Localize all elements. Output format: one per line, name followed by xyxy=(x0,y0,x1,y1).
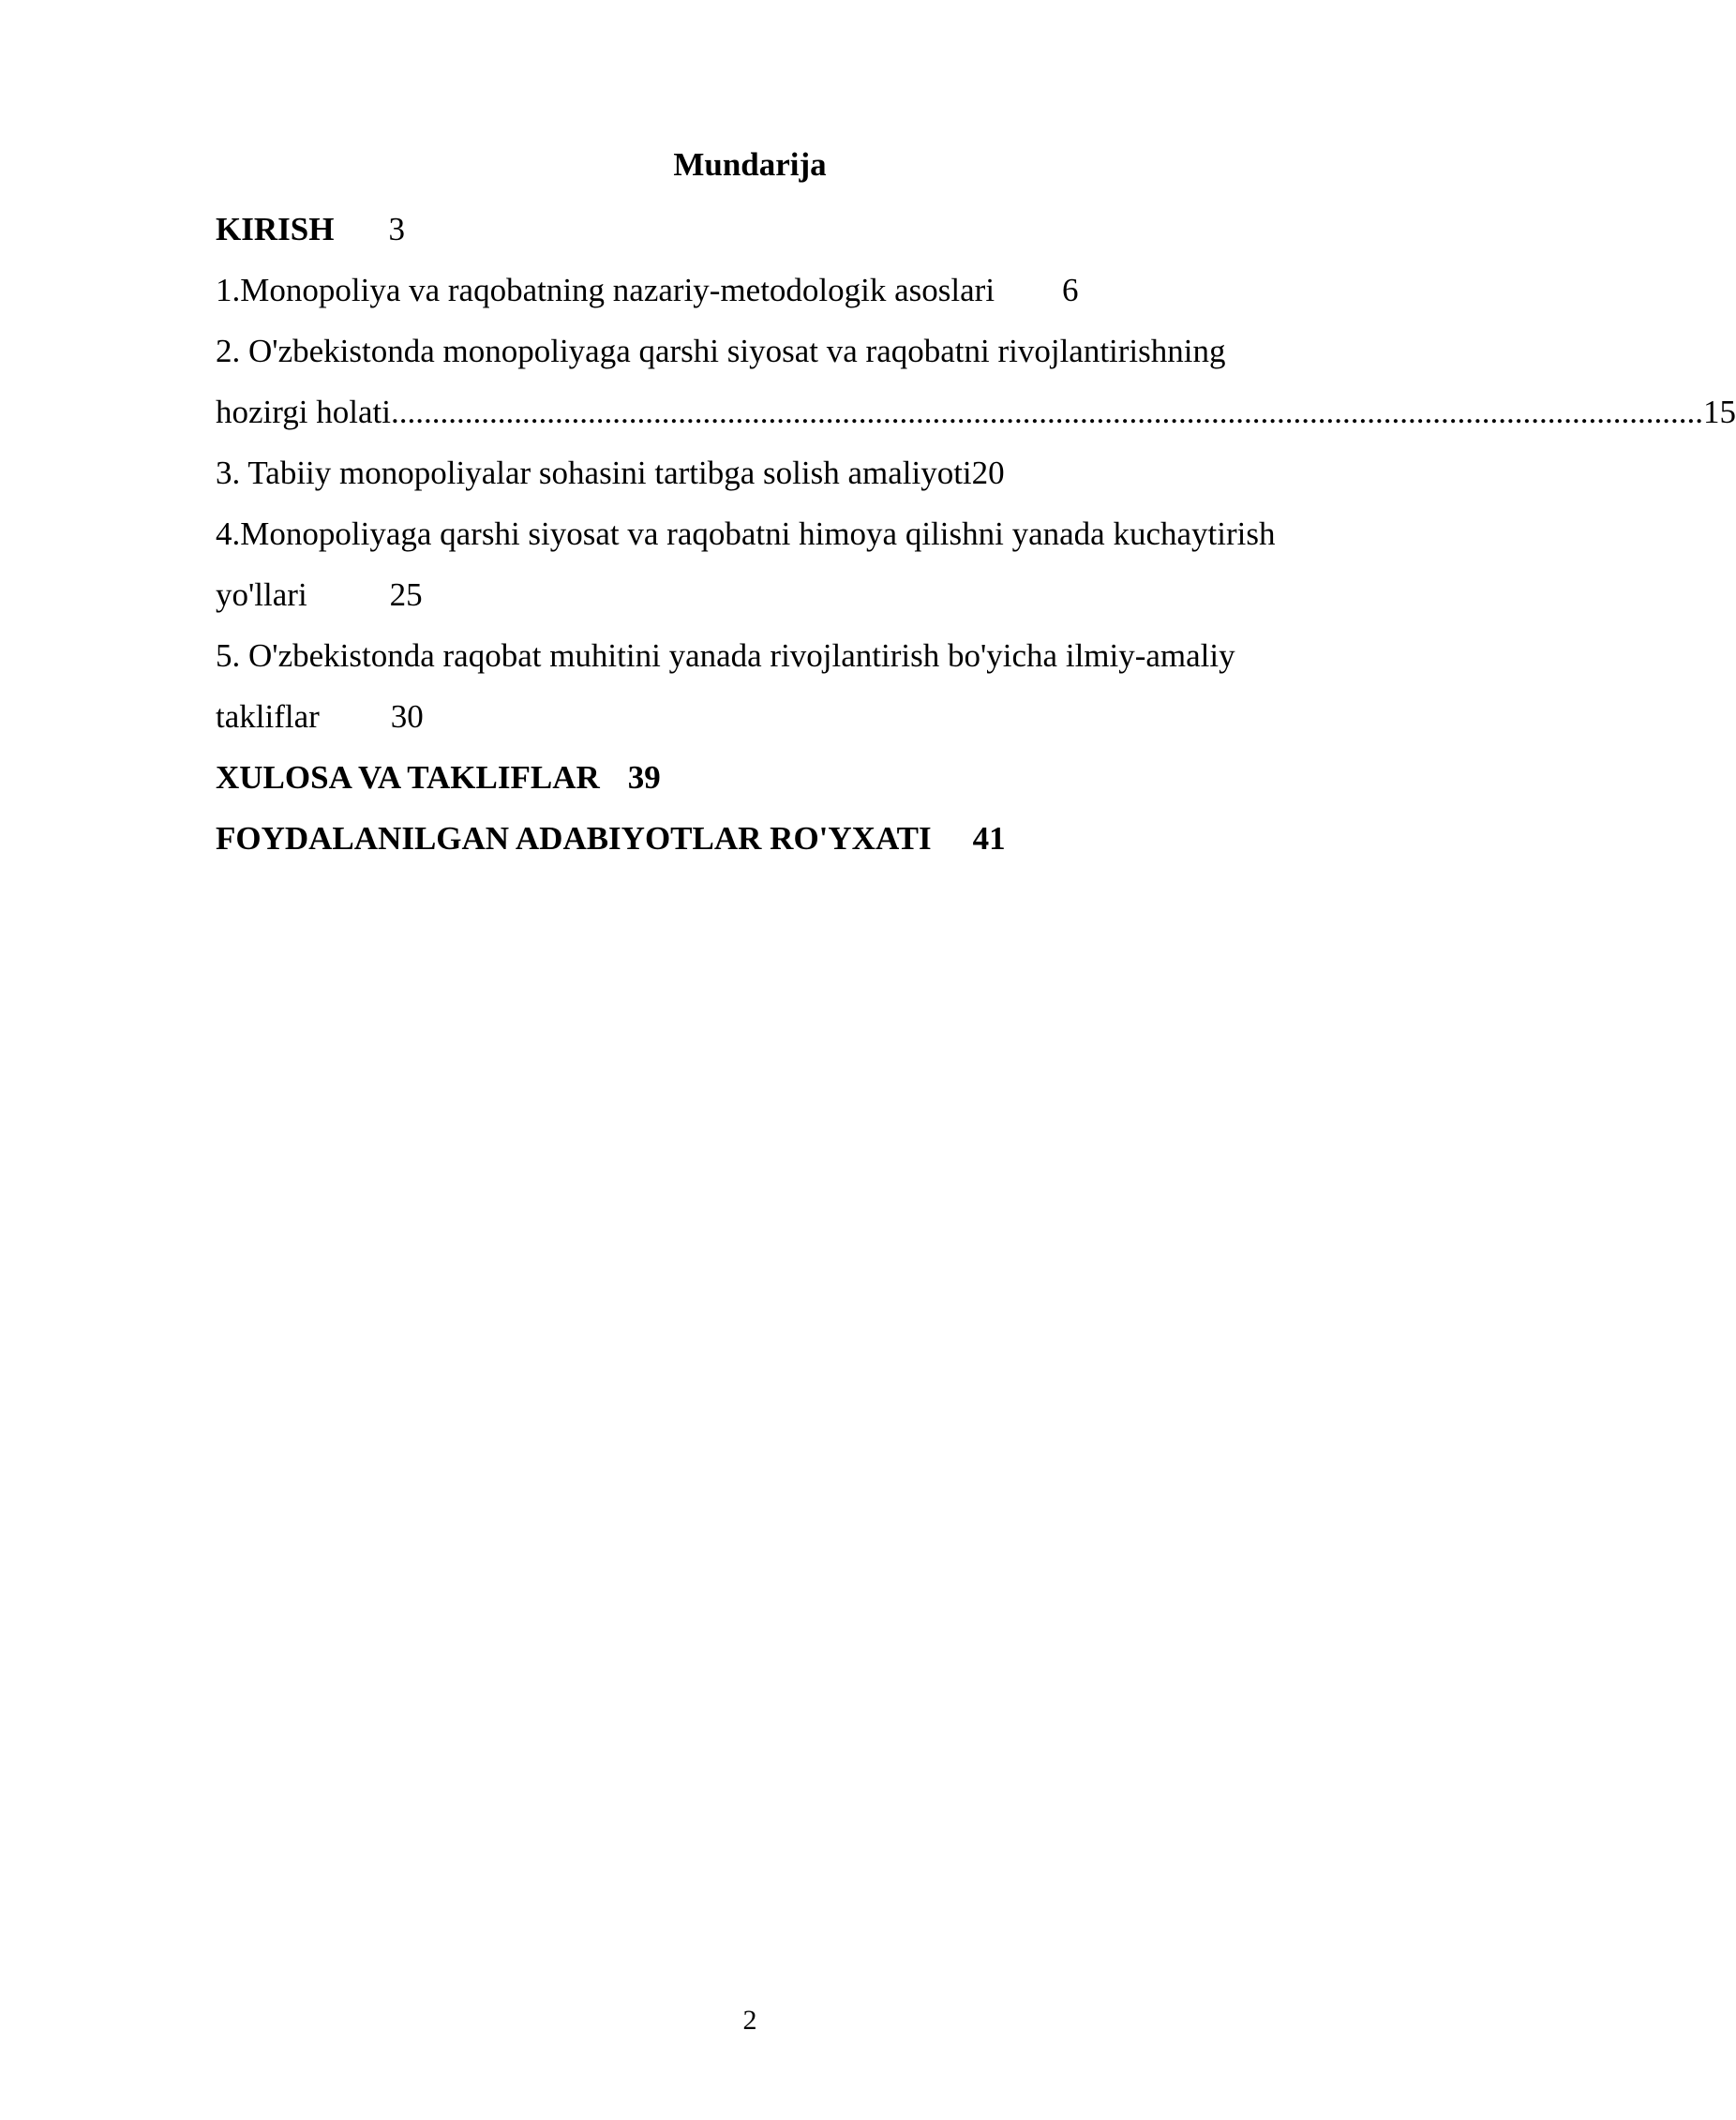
toc-entry-page: 15 xyxy=(1702,394,1736,430)
toc-entry-text: FOYDALANILGAN ADABIYOTLAR RO'YXATI xyxy=(216,820,932,857)
toc-entry-4-line1[interactable] xyxy=(216,503,1406,564)
toc-entry-page: 3 xyxy=(388,211,405,247)
toc-entry-page: 6 xyxy=(1062,272,1079,308)
toc-entry-xulosa[interactable] xyxy=(216,747,1406,808)
toc-entry-text: hozirgi holati xyxy=(216,394,391,430)
toc-entry-text: 5. O'zbekistonda raqobat muhitini yanada rivojlantirish bo'yicha ilmiy-amaliy xyxy=(216,637,1235,674)
toc-entry-text: takliflar xyxy=(216,698,320,735)
toc-entry-3[interactable] xyxy=(216,442,1406,503)
toc-entry-text: KIRISH xyxy=(216,211,335,247)
toc-entry-text: yo'llari xyxy=(216,576,307,613)
toc-entry-text: 2. O'zbekistonda monopoliyaga qarshi siyosat va raqobatni rivojlantirishning xyxy=(216,333,1226,369)
toc-entry-4-line2[interactable] xyxy=(216,564,1406,625)
toc-leader-dots: ................................................................................................................................................................ xyxy=(390,394,1703,430)
toc-entry-adabiyotlar[interactable] xyxy=(216,808,1406,869)
toc-entry-5-line1[interactable] xyxy=(216,625,1406,686)
toc-title: Mundarija xyxy=(673,146,827,183)
toc-entry-page: 39 xyxy=(627,759,661,796)
toc-entry-page: 25 xyxy=(389,576,423,613)
toc-entry-2-line1[interactable] xyxy=(216,321,1406,381)
page-number: 2 xyxy=(742,2005,757,2036)
toc-entry-2-line2[interactable] xyxy=(216,381,1736,442)
toc-entry-text: 3. Tabiiy monopoliyalar sohasini tartibga solish amaliyoti xyxy=(216,455,972,491)
toc-entry-kirish[interactable] xyxy=(216,199,1406,260)
toc-entry-text: 1.Monopoliya va raqobatning nazariy-metodologik asoslari xyxy=(216,272,995,308)
table-of-contents xyxy=(216,199,1736,869)
toc-entry-text: XULOSA VA TAKLIFLAR xyxy=(216,759,600,796)
toc-entry-page: 20 xyxy=(971,455,1005,491)
toc-entry-page: 41 xyxy=(972,820,1006,857)
toc-entry-5-line2[interactable] xyxy=(216,686,1406,747)
toc-entry-page: 30 xyxy=(390,698,424,735)
toc-entry-text: 4.Monopoliyaga qarshi siyosat va raqobatni himoya qilishni yanada kuchaytirish xyxy=(216,515,1276,552)
toc-entry-1[interactable] xyxy=(216,260,1406,321)
